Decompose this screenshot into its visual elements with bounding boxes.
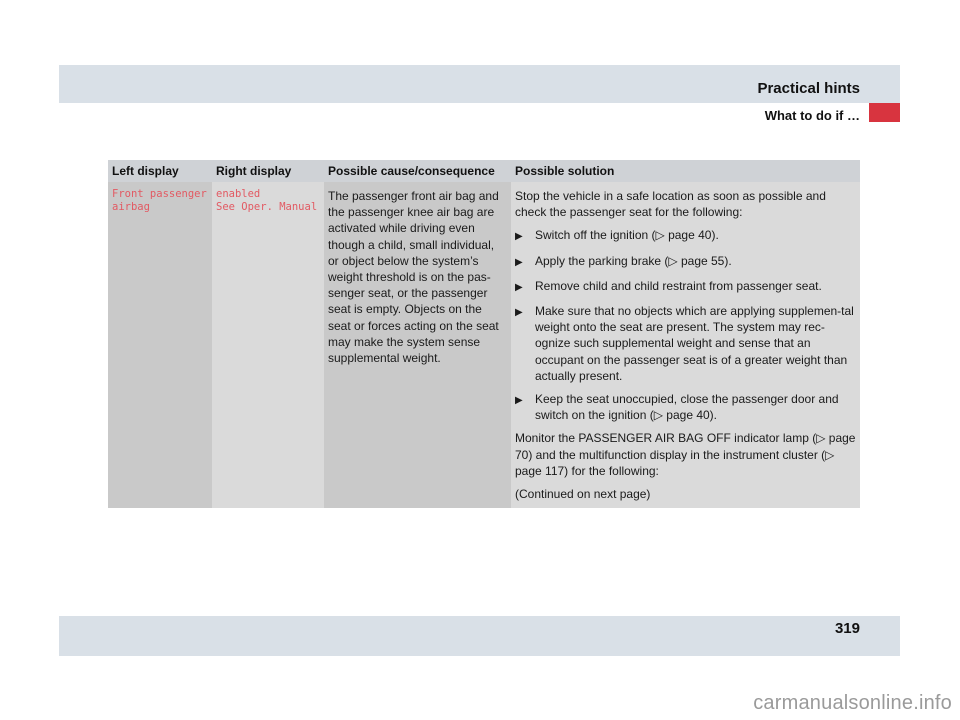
step-text: Remove child and child restraint from passenger seat. bbox=[535, 278, 822, 293]
cause-cell: The passenger front air bag and the passenger knee air bag are activated while driving even though a child, small individual, or object below the system’s weight threshold is on the pas-senger seat, or the passenger seat is empty. Objects on the seat or forces acting on the seat may make the system sense supplemental weight. bbox=[324, 182, 511, 508]
footer-band bbox=[59, 616, 900, 656]
list-item bbox=[515, 227, 856, 245]
step-text: Switch off the ignition (▷ page 40). bbox=[535, 228, 719, 243]
list-item bbox=[515, 303, 856, 384]
bullet-arrow-icon: ▶ bbox=[515, 307, 523, 319]
bullet-arrow-icon: ▶ bbox=[515, 231, 523, 243]
section-title: Practical hints bbox=[757, 80, 860, 97]
left-display-line: airbag bbox=[112, 201, 150, 213]
watermark: carmanualsonline.info bbox=[753, 692, 952, 714]
column-header-left-display: Left display bbox=[108, 160, 212, 182]
continued-note: (Continued on next page) bbox=[515, 487, 651, 502]
chapter-tab-marker bbox=[869, 103, 900, 122]
list-item bbox=[515, 391, 856, 423]
solution-intro: Stop the vehicle in a safe location as soon as possible and check the passenger seat for the following: bbox=[515, 189, 826, 220]
table-row bbox=[108, 182, 860, 508]
left-display-line: Front passenger bbox=[112, 188, 207, 200]
solution-monitor: Monitor the PASSENGER AIR BAG OFF indicator lamp (▷ page 70) and the multifunction display in the instrument cluster (▷ page 117) for the following: bbox=[515, 431, 856, 478]
step-text: Keep the seat unoccupied, close the passenger door and switch on the ignition (▷ page 40). bbox=[535, 392, 839, 423]
step-text: Make sure that no objects which are applying supplemen-tal weight onto the seat are present. The system may rec-ognize such supplemental weight and sense that an occupant on the passenger seat is of a greater weight than actually present. bbox=[535, 304, 854, 383]
bullet-arrow-icon: ▶ bbox=[515, 281, 523, 293]
bullet-arrow-icon: ▶ bbox=[515, 256, 523, 268]
solution-cell bbox=[511, 182, 860, 508]
step-text: Apply the parking brake (▷ page 55). bbox=[535, 253, 732, 268]
left-display-cell bbox=[108, 182, 212, 508]
table-header-row bbox=[108, 160, 860, 182]
column-header-solution: Possible solution bbox=[511, 160, 860, 182]
column-header-cause: Possible cause/consequence bbox=[324, 160, 511, 182]
right-display-line: enabled bbox=[216, 188, 261, 200]
right-display-line: See Oper. Manual bbox=[216, 201, 318, 213]
page-number: 319 bbox=[834, 620, 860, 637]
subsection-title: What to do if … bbox=[764, 108, 860, 123]
right-display-cell bbox=[212, 182, 324, 508]
list-item bbox=[515, 278, 856, 296]
list-item bbox=[515, 253, 856, 271]
column-header-right-display: Right display bbox=[212, 160, 324, 182]
hints-table bbox=[108, 160, 860, 508]
bullet-arrow-icon: ▶ bbox=[515, 395, 523, 407]
